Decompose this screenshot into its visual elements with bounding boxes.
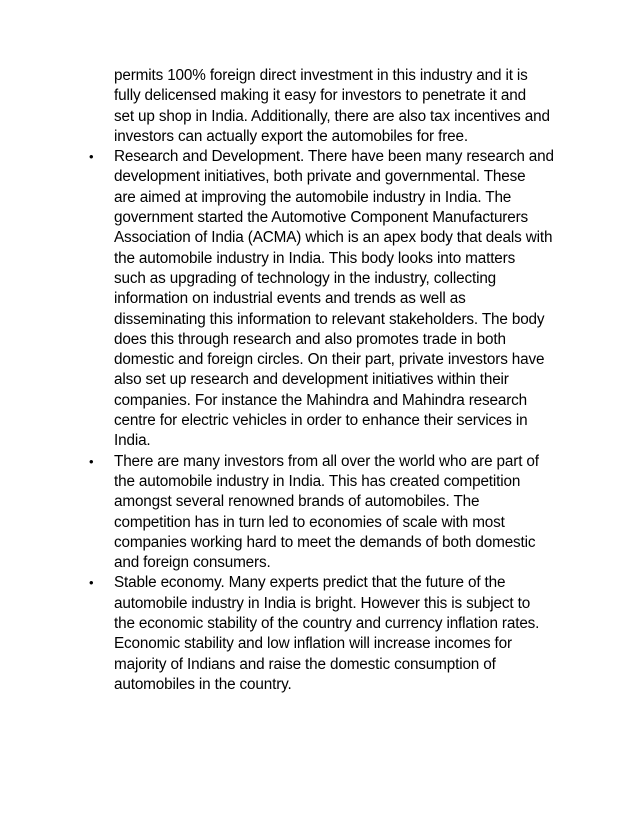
- text-line: permits 100% foreign direct investment in this industry and it is: [114, 67, 528, 84]
- text-line: Research and Development. There have been many research and: [114, 148, 554, 166]
- text-line: such as upgrading of technology in the industry, collecting: [114, 269, 497, 287]
- text-line: Economic stability and low inflation will increase incomes for: [114, 635, 512, 653]
- text-line: competition has in turn led to economies of scale with most: [114, 513, 505, 531]
- text-line: domestic and foreign circles. On their part, private investors have: [114, 351, 545, 369]
- text-line: companies working hard to meet the demands of both domestic: [114, 533, 536, 551]
- text-line: the economic stability of the country and currency inflation rates.: [114, 615, 540, 633]
- text-line: development initiatives, both private and governmental. These: [114, 168, 526, 186]
- bullet-icon: •: [89, 453, 94, 469]
- text-line: also set up research and development initiatives within their: [114, 371, 509, 389]
- text-line: Association of India (ACMA) which is an apex body that deals with: [114, 229, 553, 247]
- continuation-paragraph: [114, 66, 590, 147]
- text-line: set up shop in India. Additionally, there are also tax incentives and: [114, 107, 550, 125]
- document-body: [89, 66, 590, 695]
- text-line: automobile industry in India is bright. However this is subject to: [114, 594, 531, 612]
- text-line: There are many investors from all over the world who are part of: [114, 452, 539, 470]
- text-line: does this through research and also promotes trade in both: [114, 330, 506, 348]
- text-line: are aimed at improving the automobile industry in India. The: [114, 188, 512, 206]
- text-line: the automobile industry in India. This body looks into matters: [114, 249, 516, 267]
- text-line: information on industrial events and trends as well as: [114, 290, 466, 308]
- bullet-icon: •: [89, 149, 94, 165]
- bullet-item-research-development: [89, 147, 590, 451]
- text-line: India.: [114, 432, 151, 450]
- bullet-item-investors: [89, 452, 590, 574]
- text-line: and foreign consumers.: [114, 554, 271, 572]
- text-line: companies. For instance the Mahindra and Mahindra research: [114, 391, 528, 409]
- text-line: disseminating this information to relevant stakeholders. The body: [114, 310, 545, 328]
- bullet-icon: •: [89, 575, 94, 591]
- text-line: majority of Indians and raise the domestic consumption of: [114, 655, 496, 673]
- text-line: fully delicensed making it easy for investors to penetrate it and: [114, 87, 526, 105]
- text-line: automobiles in the country.: [114, 675, 292, 693]
- text-line: amongst several renowned brands of automobiles. The: [114, 493, 480, 511]
- text-line: the automobile industry in India. This has created competition: [114, 472, 521, 490]
- text-line: centre for electric vehicles in order to enhance their services in: [114, 412, 528, 430]
- bullet-item-stable-economy: [89, 573, 590, 695]
- text-line: government started the Automotive Component Manufacturers: [114, 209, 529, 227]
- text-line: investors can actually export the automobiles for free.: [114, 127, 468, 145]
- text-line: Stable economy. Many experts predict that the future of the: [114, 574, 506, 592]
